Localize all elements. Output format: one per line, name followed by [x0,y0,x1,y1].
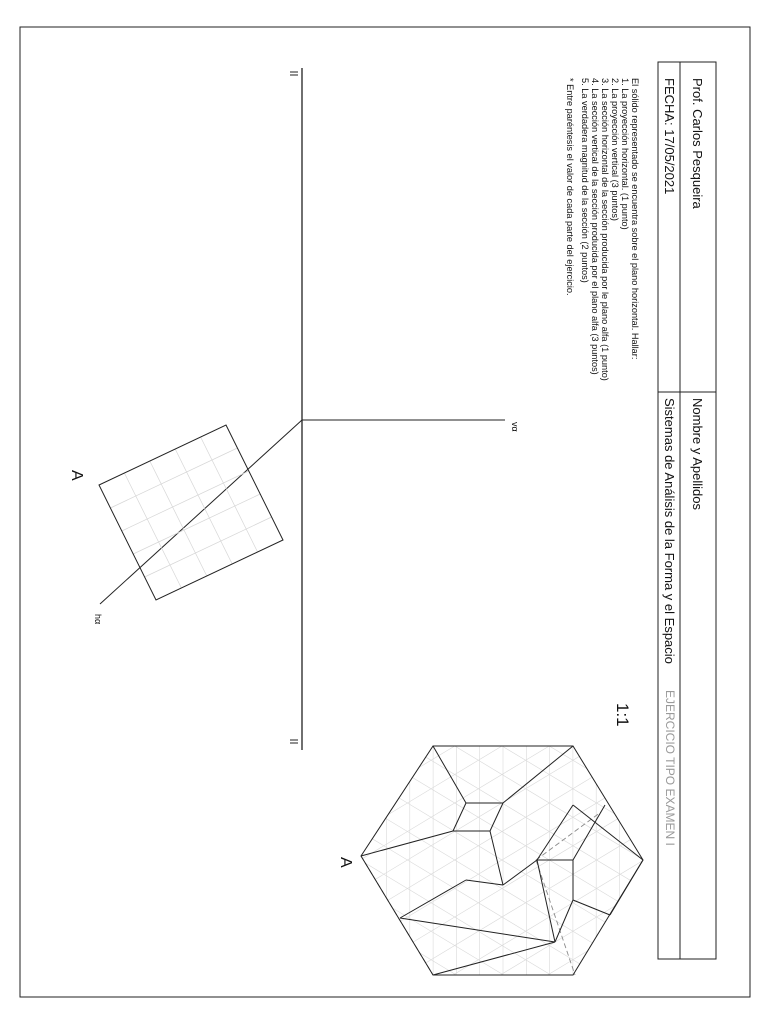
hidden-edges [361,812,601,975]
instruction-item-3: 3. La sección horizontal de la sección producida por le plano alfa (1 punto) [600,78,610,381]
iso-grid-line [361,975,643,1024]
iso-grid-line [361,576,643,746]
iso-grid-line [361,1003,643,1024]
iso-grid-line [361,604,643,774]
instructions-intro: El sólido representado se encuentra sobre el plano horizontal. Hallar: [630,78,640,360]
plan-grid-line [175,449,232,564]
instruction-item-1: 1. La proyección horizontal. (1 punto) [620,78,630,230]
instruction-item-5: 5. La verdadera magnitud de la sección (2 puntos) [580,78,590,283]
scale-label: 1:1 [613,703,632,727]
iso-grid-line [361,547,643,717]
iso-grid-line [361,576,643,746]
iso-grid-line [361,633,643,803]
iso-grid-line [361,547,643,717]
point-a-iso-label: A [337,857,354,868]
horizontal-trace-line [100,420,302,604]
point-a-plan-label: A [68,470,85,481]
visible-edges [361,746,643,975]
exam-title: EJERCICIO TIPO EXAMEN I [663,690,677,846]
instructions-note: * Entre paréntesis el valor de cada parte del ejercicio. [565,78,575,296]
plan-grid-line [150,461,207,576]
course-title: Sistemas de Análisis de la Forma y el Espacio [662,398,677,664]
iso-grid-line [361,1003,643,1024]
exam-date: FECHA: 17/05/2021 [662,78,677,195]
iso-grid-line [361,946,643,1024]
iso-grid-line [361,604,643,774]
plan-square [99,425,283,600]
plan-grid-line [110,448,237,508]
teacher-name: Prof. Carlos Pesqueira [690,78,705,209]
plan-grid-line [201,437,258,552]
vertical-trace-label: vα [510,422,520,432]
plan-grid-line [124,473,181,588]
sheet-border [20,27,750,997]
iso-grid-line [361,975,643,1024]
iso-grid-line [361,946,643,1024]
student-name-field: Nombre y Apellidos [690,398,705,510]
ground-line [290,68,302,750]
plan-grid-line [133,494,260,554]
instruction-item-2: 2. La proyección vertical (3 puntos) [610,78,620,221]
plan-grid-line [122,471,249,531]
instruction-item-4: 4. La sección vertical de la sección producida por el plano alfa (3 puntos) [590,78,600,375]
isometric-solid [361,547,643,1024]
iso-grid-line [361,633,643,803]
horizontal-trace-label: hα [93,614,103,625]
plan-grid-line [145,517,272,577]
instructions [565,78,640,381]
